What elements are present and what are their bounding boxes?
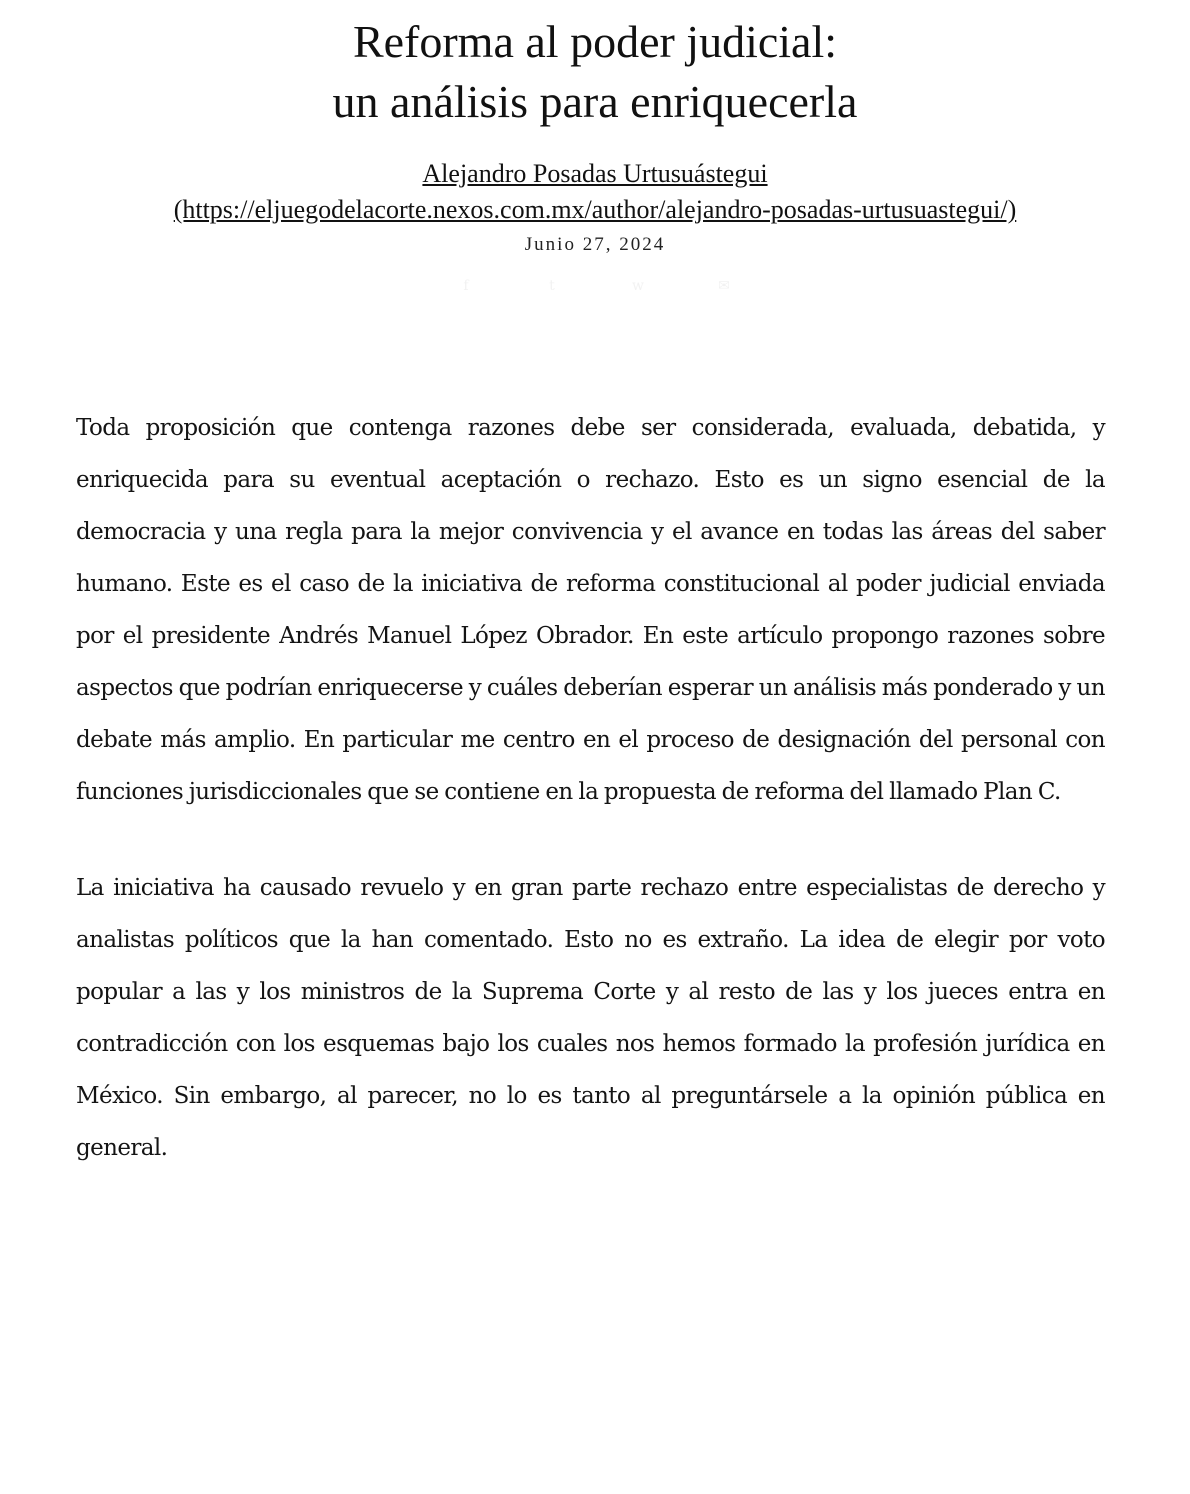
article-body — [76, 402, 1105, 1218]
author-byline — [0, 156, 1190, 228]
publish-date: Junio 27, 2024 — [524, 234, 666, 255]
page-title — [0, 12, 1190, 132]
author-url-link[interactable]: (https://eljuegodelacorte.nexos.com.mx/author/alejandro-posadas-urtusuastegui/) — [173, 195, 1017, 224]
whatsapp-icon[interactable]: w — [632, 278, 644, 294]
paragraph-2: La iniciativa ha causado revuelo y en gran parte rechazo entre especialistas de derecho y analistas políticos que la han comentado. Esto no es extraño. La idea de elegir por voto popular a las y los ministros de la Suprema Corte y al resto de las y los jueces entra en contradicción con los esquemas bajo los cuales nos hemos formado la profesión jurídica en México. Sin embargo, al parecer, no lo es tanto al preguntársele a la opinión pública en general. — [76, 875, 1105, 1161]
article-header — [0, 0, 1190, 302]
title-line-1: Reforma al poder judicial: — [352, 16, 838, 67]
author-name-link[interactable]: Alejandro Posadas Urtusuástegui — [422, 159, 768, 188]
title-line-2: un análisis para enriquecerla — [332, 76, 858, 127]
facebook-icon[interactable]: f — [463, 278, 469, 294]
paragraph-1: Toda proposición que contenga razones debe ser considerada, evaluada, debatida, y enriquecida para su eventual aceptación o rechazo. Esto es un signo esencial de la democracia y una regla para la mejor convivencia y el avance en todas las áreas del saber humano. Este es el caso de la iniciativa de reforma constitucional al poder judicial enviada por el presidente Andrés Manuel López Obrador. En este artículo propongo razones sobre aspectos que podrían enriquecerse y cuáles deberían esperar un análisis más ponderado y un debate más amplio. En particular me centro en el proceso de designación del personal con funciones jurisdiccionales que se contiene en la propuesta de reforma del llamado Plan C. — [76, 415, 1105, 805]
share-bar — [0, 278, 1190, 302]
twitter-icon[interactable]: t — [549, 278, 555, 294]
email-icon[interactable]: ✉ — [718, 278, 730, 294]
